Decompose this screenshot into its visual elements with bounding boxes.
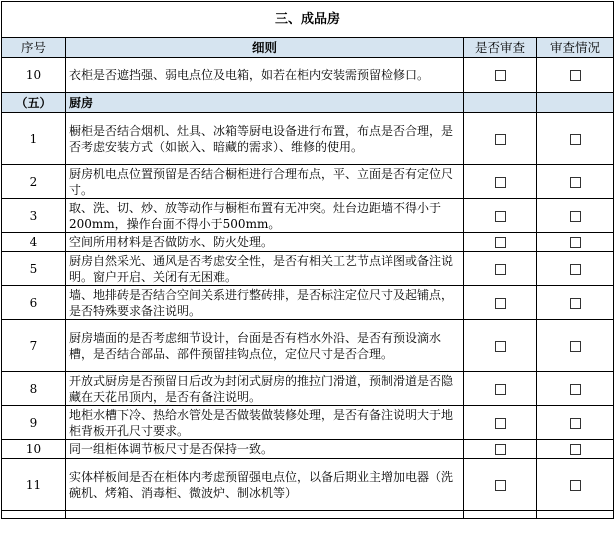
status-checkbox-cell <box>537 440 614 459</box>
table-row <box>2 406 614 440</box>
row-detail: 取、洗、切、炒、放等动作与橱柜布置有无冲突。灶台边距墙不得小于200mm，操作台面不得小于500mm。 <box>66 199 464 233</box>
table-row <box>2 252 614 286</box>
table-body <box>2 58 614 519</box>
status-checkbox-cell <box>537 252 614 286</box>
reviewed-checkbox-cell <box>464 406 537 440</box>
reviewed-checkbox-cell <box>464 286 537 320</box>
status-checkbox-cell <box>537 459 614 511</box>
header-status: 审查情况 <box>537 38 614 58</box>
table-row <box>2 165 614 199</box>
row-number: 6 <box>2 286 66 320</box>
status-checkbox-cell <box>537 233 614 252</box>
reviewed-checkbox-cell <box>464 165 537 199</box>
status-checkbox-cell <box>537 511 614 519</box>
reviewed-checkbox[interactable] <box>495 177 506 188</box>
reviewed-checkbox[interactable] <box>495 480 506 491</box>
row-detail <box>66 511 464 519</box>
section-title: 厨房 <box>66 93 464 113</box>
status-checkbox[interactable] <box>570 177 581 188</box>
table-row <box>2 440 614 459</box>
status-checkbox[interactable] <box>570 134 581 145</box>
reviewed-checkbox[interactable] <box>495 298 506 309</box>
inspection-table <box>1 1 614 519</box>
status-checkbox[interactable] <box>570 480 581 491</box>
status-checkbox[interactable] <box>570 418 581 429</box>
reviewed-checkbox-cell <box>464 320 537 372</box>
reviewed-checkbox[interactable] <box>495 211 506 222</box>
row-number: 9 <box>2 406 66 440</box>
row-number: （五） <box>2 93 66 113</box>
table-row <box>2 58 614 93</box>
table-row <box>2 233 614 252</box>
row-number: 5 <box>2 252 66 286</box>
table-title: 三、成品房 <box>2 2 614 38</box>
reviewed-checkbox-cell <box>464 58 537 93</box>
row-detail: 实体样板间是否在柜体内考虑预留强电点位，以备后期业主增加电器（洗碗机、烤箱、消毒柜、微波炉、制冰机等） <box>66 459 464 511</box>
reviewed-checkbox-cell <box>464 93 537 113</box>
table-title-row <box>2 2 614 38</box>
row-detail: 厨房墙面的是否考虑细节设计，台面是否有档水外沿、是否有预设滴水槽，是否结合部品、部件预留挂钩点位，定位尺寸是否合理。 <box>66 320 464 372</box>
status-checkbox[interactable] <box>570 70 581 81</box>
reviewed-checkbox[interactable] <box>495 134 506 145</box>
reviewed-checkbox[interactable] <box>495 444 506 455</box>
status-checkbox[interactable] <box>570 298 581 309</box>
status-checkbox[interactable] <box>570 384 581 395</box>
row-number <box>2 511 66 519</box>
reviewed-checkbox-cell <box>464 511 537 519</box>
row-detail: 地柜水槽下冷、热给水管处是否做装做装修处理，是否有备注说明大于地柜背板开孔尺寸要求。 <box>66 406 464 440</box>
row-detail: 墙、地排砖是否结合空间关系进行整砖排，是否标注定位尺寸及起铺点，是否特殊要求备注说明。 <box>66 286 464 320</box>
reviewed-checkbox-cell <box>464 440 537 459</box>
header-row <box>2 38 614 58</box>
status-checkbox-cell <box>537 165 614 199</box>
status-checkbox[interactable] <box>570 341 581 352</box>
row-number: 4 <box>2 233 66 252</box>
table-row <box>2 372 614 406</box>
status-checkbox[interactable] <box>570 264 581 275</box>
reviewed-checkbox[interactable] <box>495 418 506 429</box>
reviewed-checkbox[interactable] <box>495 70 506 81</box>
row-number: 2 <box>2 165 66 199</box>
reviewed-checkbox-cell <box>464 199 537 233</box>
row-detail: 空间所用材料是否做防水、防火处理。 <box>66 233 464 252</box>
reviewed-checkbox[interactable] <box>495 264 506 275</box>
reviewed-checkbox-cell <box>464 113 537 165</box>
table-row <box>2 320 614 372</box>
reviewed-checkbox[interactable] <box>495 384 506 395</box>
table-row <box>2 511 614 519</box>
table-row <box>2 459 614 511</box>
header-no: 序号 <box>2 38 66 58</box>
reviewed-checkbox[interactable] <box>495 341 506 352</box>
row-number: 3 <box>2 199 66 233</box>
row-number: 10 <box>2 58 66 93</box>
status-checkbox[interactable] <box>570 444 581 455</box>
row-number: 8 <box>2 372 66 406</box>
status-checkbox-cell <box>537 93 614 113</box>
status-checkbox-cell <box>537 286 614 320</box>
row-detail: 厨房自然采光、通风是否考虑安全性，是否有相关工艺节点详图或备注说明。窗户开启、关闭有无困难。 <box>66 252 464 286</box>
status-checkbox-cell <box>537 113 614 165</box>
row-number: 7 <box>2 320 66 372</box>
header-detail: 细则 <box>66 38 464 58</box>
row-detail: 厨房机电点位置预留是否结合橱柜进行合理布点，平、立面是否有定位尺寸。 <box>66 165 464 199</box>
reviewed-checkbox-cell <box>464 459 537 511</box>
row-number: 11 <box>2 459 66 511</box>
table-row <box>2 199 614 233</box>
row-detail: 同一组柜体调节板尺寸是否保持一致。 <box>66 440 464 459</box>
table-row <box>2 113 614 165</box>
reviewed-checkbox[interactable] <box>495 237 506 248</box>
reviewed-checkbox-cell <box>464 233 537 252</box>
reviewed-checkbox-cell <box>464 372 537 406</box>
status-checkbox-cell <box>537 199 614 233</box>
status-checkbox-cell <box>537 406 614 440</box>
row-number: 1 <box>2 113 66 165</box>
status-checkbox-cell <box>537 320 614 372</box>
section-row <box>2 93 614 113</box>
status-checkbox[interactable] <box>570 237 581 248</box>
table-row <box>2 286 614 320</box>
row-detail: 开放式厨房是否预留日后改为封闭式厨房的推拉门滑道，预制滑道是否隐藏在天花吊顶内，是否有备注说明。 <box>66 372 464 406</box>
status-checkbox[interactable] <box>570 211 581 222</box>
status-checkbox-cell <box>537 58 614 93</box>
row-number: 10 <box>2 440 66 459</box>
row-detail: 衣柜是否遮挡强、弱电点位及电箱，如若在柜内安装需预留检修口。 <box>66 58 464 93</box>
reviewed-checkbox-cell <box>464 252 537 286</box>
status-checkbox-cell <box>537 372 614 406</box>
header-checked: 是否审查 <box>464 38 537 58</box>
row-detail: 橱柜是否结合烟机、灶具、冰箱等厨电设备进行布置，布点是否合理，是否考虑安装方式（如嵌入、暗藏的需求）、维修的使用。 <box>66 113 464 165</box>
